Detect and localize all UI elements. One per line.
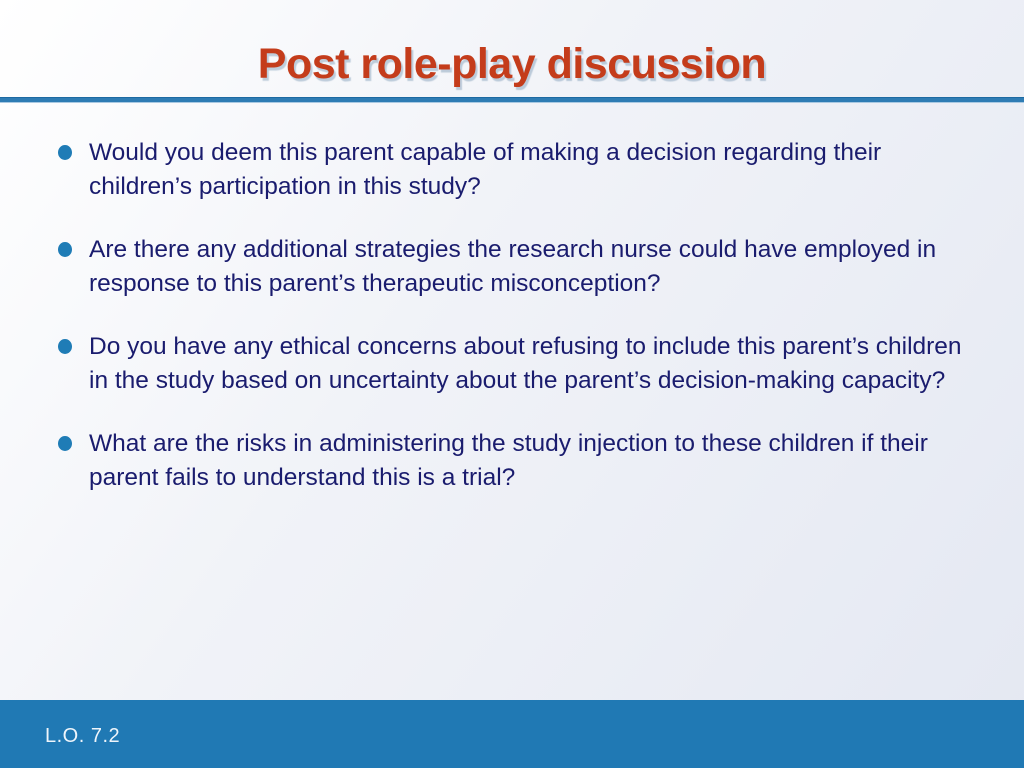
bullet-text: What are the risks in administering the study injection to these children if their parent fails to understand this is a trial?: [89, 430, 928, 491]
bullet-dot-icon: [58, 242, 72, 257]
bullet-dot-icon: [58, 339, 72, 354]
bullet-text: Would you deem this parent capable of making a decision regarding their children’s participation in this study?: [89, 139, 882, 200]
list-item: [58, 330, 978, 398]
bullet-text: Are there any additional strategies the research nurse could have employed in response to this parent’s therapeutic misconception?: [89, 236, 937, 297]
slide-title: Post role-play discussion: [257, 40, 767, 88]
footer-bar: [0, 700, 1024, 768]
learning-objective-label: L.O. 7.2: [45, 725, 121, 747]
title-divider-line: [0, 97, 1024, 103]
bullet-dot-icon: [58, 145, 72, 160]
list-item: [58, 233, 978, 301]
bullet-list: [58, 136, 978, 524]
list-item: [58, 136, 978, 204]
bullet-dot-icon: [58, 436, 72, 451]
list-item: [58, 427, 978, 495]
bullet-text: Do you have any ethical concerns about refusing to include this parent’s children in the study based on uncertainty about the parent’s decision-making capacity?: [89, 333, 962, 394]
